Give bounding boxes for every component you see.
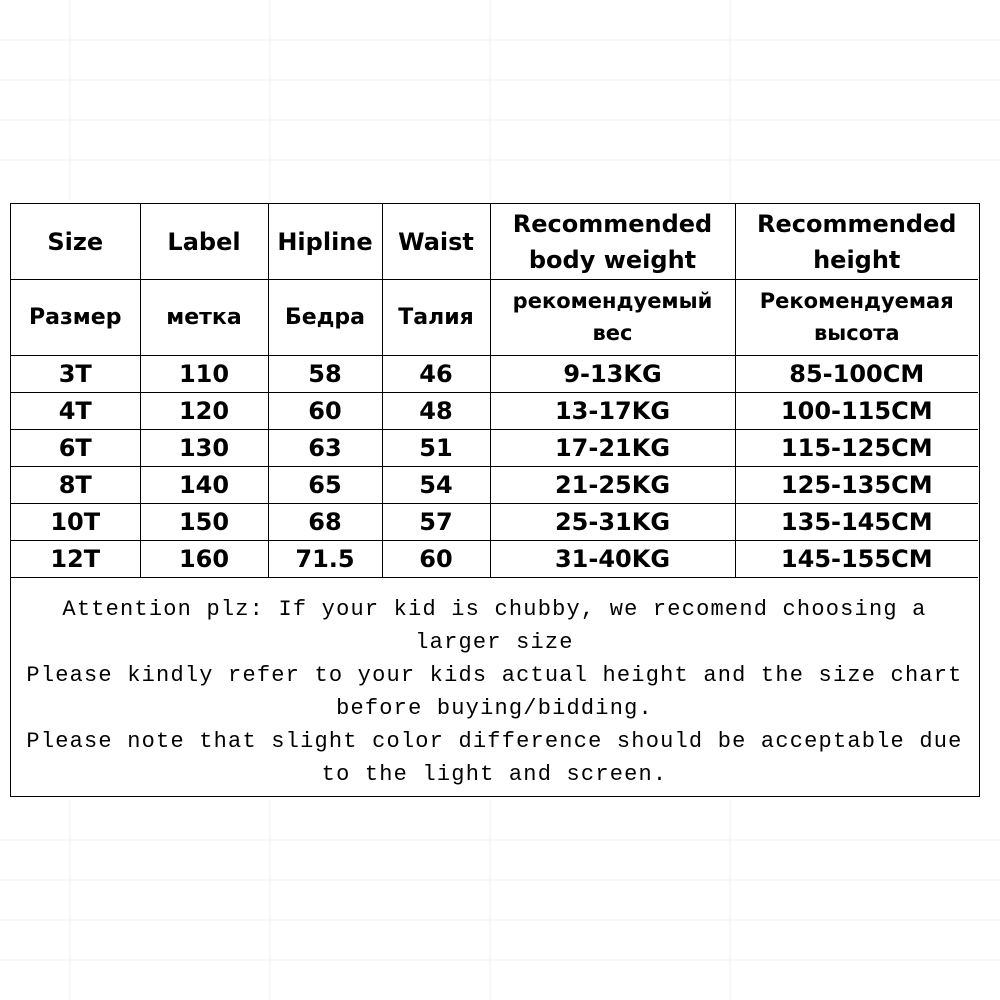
note-refer-height: Please kindly refer to your kids actual height and the size chart before buying/bidding. bbox=[26, 663, 963, 721]
header-row-russian bbox=[11, 280, 978, 356]
cell-size: 3T bbox=[11, 356, 140, 393]
cell-label: 160 bbox=[140, 541, 268, 578]
cell-weight: 31-40KG bbox=[490, 541, 735, 578]
cell-label: 140 bbox=[140, 467, 268, 504]
cell-size: 12T bbox=[11, 541, 140, 578]
cell-label: 150 bbox=[140, 504, 268, 541]
header-label-ru: метка bbox=[140, 280, 268, 356]
cell-label: 130 bbox=[140, 430, 268, 467]
cell-height: 125-135CM bbox=[735, 467, 978, 504]
cell-height: 100-115CM bbox=[735, 393, 978, 430]
header-weight-ru: рекомендуемый вес bbox=[490, 280, 735, 356]
cell-hipline: 58 bbox=[268, 356, 382, 393]
table-row bbox=[11, 467, 978, 504]
notes-section bbox=[11, 575, 978, 797]
cell-waist: 48 bbox=[382, 393, 490, 430]
cell-weight: 13-17KG bbox=[490, 393, 735, 430]
cell-hipline: 65 bbox=[268, 467, 382, 504]
cell-waist: 57 bbox=[382, 504, 490, 541]
cell-height: 135-145CM bbox=[735, 504, 978, 541]
header-height-ru: Рекомендуемая высота bbox=[735, 280, 978, 356]
table-row bbox=[11, 356, 978, 393]
cell-size: 4T bbox=[11, 393, 140, 430]
header-waist: Waist bbox=[382, 204, 490, 280]
header-waist-ru: Талия bbox=[382, 280, 490, 356]
cell-waist: 54 bbox=[382, 467, 490, 504]
cell-size: 8T bbox=[11, 467, 140, 504]
cell-weight: 25-31KG bbox=[490, 504, 735, 541]
cell-height: 115-125CM bbox=[735, 430, 978, 467]
cell-waist: 60 bbox=[382, 541, 490, 578]
cell-size: 10T bbox=[11, 504, 140, 541]
cell-weight: 17-21KG bbox=[490, 430, 735, 467]
cell-waist: 46 bbox=[382, 356, 490, 393]
cell-hipline: 60 bbox=[268, 393, 382, 430]
cell-weight: 9-13KG bbox=[490, 356, 735, 393]
table-row bbox=[11, 430, 978, 467]
cell-height: 85-100CM bbox=[735, 356, 978, 393]
note-color-difference: Please note that slight color difference should be acceptable due to the light and screen. bbox=[26, 729, 963, 787]
cell-waist: 51 bbox=[382, 430, 490, 467]
header-row-english bbox=[11, 204, 978, 280]
header-hipline-ru: Бедра bbox=[268, 280, 382, 356]
cell-size: 6T bbox=[11, 430, 140, 467]
header-label: Label bbox=[140, 204, 268, 280]
header-size-ru: Размер bbox=[11, 280, 140, 356]
cell-weight: 21-25KG bbox=[490, 467, 735, 504]
cell-hipline: 68 bbox=[268, 504, 382, 541]
cell-label: 120 bbox=[140, 393, 268, 430]
cell-hipline: 63 bbox=[268, 430, 382, 467]
header-weight: Recommended body weight bbox=[490, 204, 735, 280]
note-chubby: Attention plz: If your kid is chubby, we recomend choosing a larger size bbox=[62, 597, 927, 655]
table-row bbox=[11, 504, 978, 541]
cell-height: 145-155CM bbox=[735, 541, 978, 578]
table-row bbox=[11, 541, 978, 578]
size-chart bbox=[10, 203, 980, 797]
size-table bbox=[11, 204, 978, 578]
header-size: Size bbox=[11, 204, 140, 280]
table-row bbox=[11, 393, 978, 430]
cell-label: 110 bbox=[140, 356, 268, 393]
cell-hipline: 71.5 bbox=[268, 541, 382, 578]
header-height: Recommended height bbox=[735, 204, 978, 280]
header-hipline: Hipline bbox=[268, 204, 382, 280]
